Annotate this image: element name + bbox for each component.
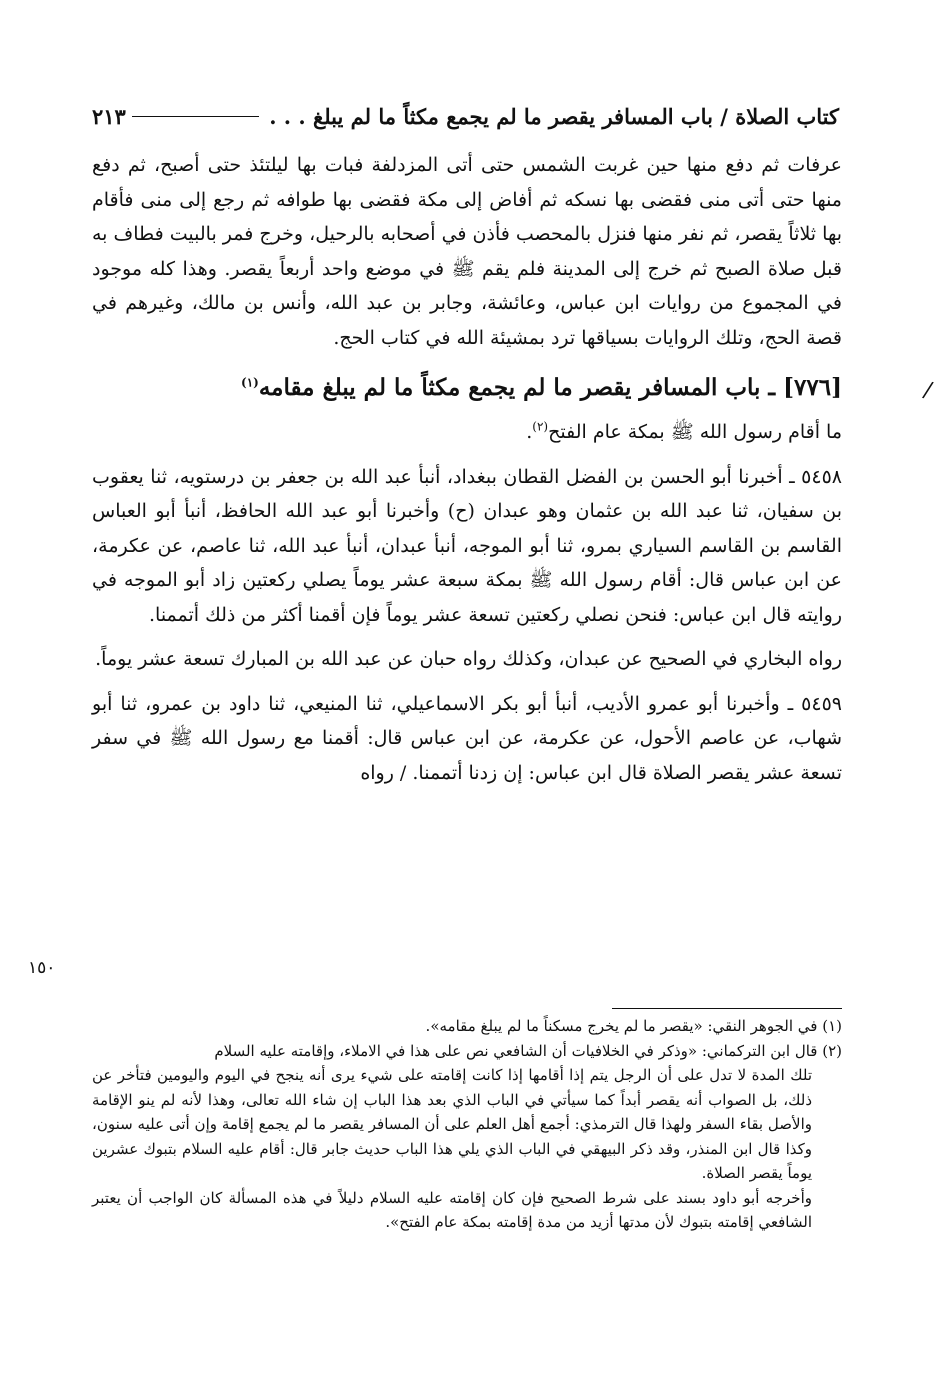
header-rule bbox=[132, 116, 259, 117]
margin-page-number: ١٥٠ bbox=[28, 958, 56, 978]
footnote-2-continued: تلك المدة لا تدل على أن الرجل يتم إذا أقامها إذا كانت إقامته على شيء يرى أنه ينجح في اليوم واليومين فتأخر عن ذلك، بل الصواب أنه يقصر أبداً كما سيأتي في الباب الذي بعد هذا الباب إن شاء الله تعالى، وهذا لأنه لم ينو الإقامة والأصل بقاء السفر ولهذا قال الترمذي: أجمع أهل العلم على أن المسافر يقصر ما لم يجمع إقامة وإن أتى عليه سنون، وكذا قال ابن المنذر، وقد ذكر البيهقي في الباب الذي يلي هذا الباب حديث جابر قال: أقام عليه السلام بتبوك عشرين يوماً يقصر الصلاة. bbox=[92, 1066, 812, 1182]
sub-heading-footnote-ref: (٢) bbox=[532, 419, 549, 434]
chapter-title: [٧٧٦] ـ باب المسافر يقصر ما لم يجمع مكثاً ما لم يبلغ مقامه bbox=[258, 374, 842, 401]
margin-mark: / bbox=[920, 377, 935, 404]
hadith-5459: ٥٤٥٩ ـ وأخبرنا أبو عمرو الأديب، أنبأ أبو بكر الاسماعيلي، ثنا المنيعي، ثنا داود بن عمرو، ثنا أبو شهاب، عن عاصم الأحول، عن عكرمة، عن ابن عباس قال: أقمنا مع رسول الله ﷺ في سفر تسعة عشر يقصر الصلاة قال ابن عباس: إن زدنا أتممنا. / رواه bbox=[92, 692, 842, 784]
paragraph-1: عرفات ثم دفع منها حين غربت الشمس حتى أتى المزدلفة فبات بها ليلتئذ حتى أصبح، ثم دفع منها حتى أتى منى فقضى بها نسكه ثم أفاض إلى مكة فقضى بها طوافه ثم رجع إلى منى فأقام بها ثلاثاً يقصر، ثم نفر منها فنزل بالمحصب فأذن في أصحابه بالرحيل، وخرج فمر بالبيت فطاف به قبل صلاة الصبح ثم خرج إلى المدينة فلم يقم ﷺ في موضع واحد أربعاً يقصر. وهذا كله موجود في المجموع من روايات ابن عباس، وعائشة، وجابر بن عبد الله، وأنس بن مالك، وغيرهم في قصة الحج، وتلك الروايات بسياقها ترد بمشيئة الله في كتاب الحج. bbox=[92, 154, 842, 349]
sub-heading-period: . bbox=[526, 421, 533, 443]
sub-heading-text: ما أقام رسول الله ﷺ بمكة عام الفتح bbox=[548, 421, 842, 443]
footnote-separator bbox=[612, 1008, 842, 1009]
footnote-1: (١) في الجوهر النقي: «يقصر ما لم يخرج مسكناً ما لم يبلغ مقامه». bbox=[425, 1017, 842, 1035]
page-number: ٢١٣ bbox=[92, 103, 126, 129]
chapter-heading bbox=[92, 369, 842, 407]
footnote-2: (٢) قال ابن التركماني: «وذكر في الخلافيات أن الشافعي نص على هذا في الاملاء، وإقامته عليه السلام bbox=[214, 1041, 842, 1060]
sub-heading bbox=[92, 415, 842, 450]
main-text bbox=[92, 148, 842, 790]
footnotes bbox=[92, 1014, 842, 1235]
header-title: كتاب الصلاة / باب المسافر يقصر ما لم يجمع مكثاً ما لم يبلغ . . . bbox=[269, 103, 839, 129]
hadith-5458: ٥٤٥٨ ـ أخبرنا أبو الحسن بن الفضل القطان ببغداد، أنبأ عبد الله بن جعفر بن درستويه، ثنا يعقوب بن سفيان، ثنا عبد الله بن عثمان وهو عبدان (ح) وأخبرنا أبو عبد الله الحافظ، أنبأ أبو العباس القاسم بن القاسم السياري بمرو، ثنا أبو الموجه، أنبأ عبدان، أنبأ عبد الله، ثنا عاصم، عن عكرمة، عن ابن عباس قال: أقام رسول الله ﷺ بمكة سبعة عشر يوماً يصلي ركعتين زاد أبو الموجه في روايته قال ابن عباس: فنحن نصلي ركعتين تسعة عشر يوماً فإن أقمنا أكثر من ذلك أتممنا. bbox=[92, 465, 842, 626]
running-header bbox=[92, 96, 839, 136]
paragraph-narration: رواه البخاري في الصحيح عن عبدان، وكذلك رواه حبان عن عبد الله بن المبارك تسعة عشر يوماً. bbox=[95, 648, 842, 670]
footnote-2-continued-2: وأخرجه أبو داود بسند على شرط الصحيح فإن كان إقامته عليه السلام دليلاً في هذه المسألة كان الواجب أن يعتبر الشافعي إقامته بتبوك لأن مدتها أزيد من مدة إقامته بمكة عام الفتح». bbox=[92, 1188, 812, 1231]
chapter-footnote-ref: (١) bbox=[241, 375, 259, 390]
